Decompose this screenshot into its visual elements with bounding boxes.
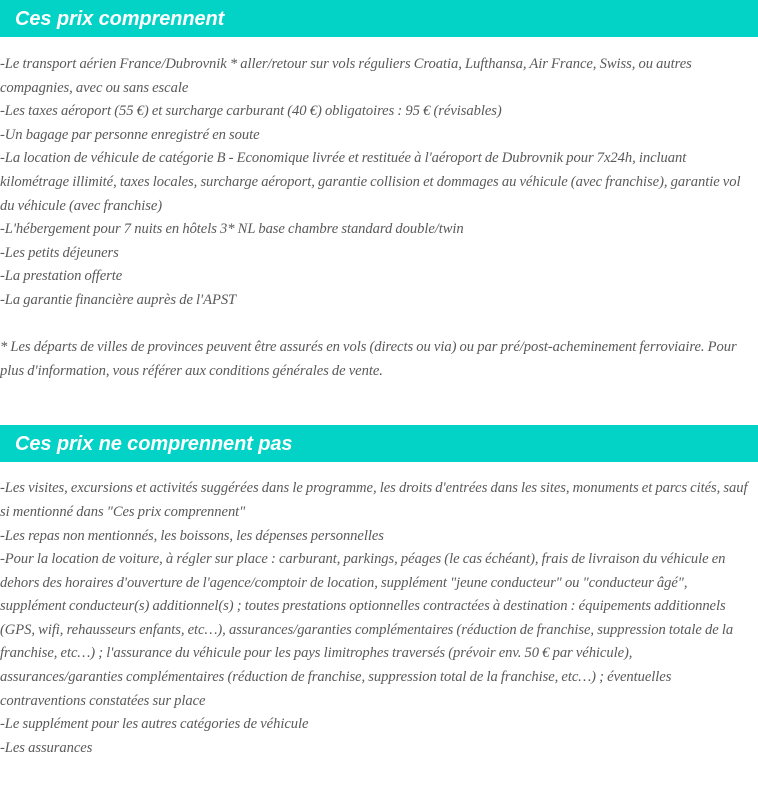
list-item: -Les assurances <box>0 739 93 756</box>
list-item: -Pour la location de voiture, à régler sur place : carburant, parkings, péages (le cas échéant), frais de livraison du véhicule en dehors des horaires d'ouverture de l'agence/comptoir de location, supplément "jeune conducteur" ou "conducteur âgé", supplément conducteur(s) additionnel(s) ; toutes prestations optionnelles contractées à destination : équipements additionnels (GPS, wifi, rehausseurs enfants, etc…), assurances/garanties complémentaires (réduction de franchise, suppression totale de la franchise, etc…) ; l'assurance du véhicule pour les pays limitrophes traversés (prévoir env. 50 € par véhicule), assurances/garanties complémentaires (réduction de franchise, suppression total de la franchise, etc…) ; éventuelles contraventions constatées sur place <box>0 551 734 709</box>
spacer-after-header-included <box>0 37 758 53</box>
section-body-included <box>0 53 758 383</box>
footnote-asterisk: * Les départs de villes de provinces peuvent être assurés en vols (directs ou via) ou par pré/post-acheminement ferroviaire. Pour plus d'information, vous référer aux conditions générales de vente. <box>0 339 737 379</box>
list-item: -L'hébergement pour 7 nuits en hôtels 3* NL base chambre standard double/twin <box>0 221 464 238</box>
section-title-included: Ces prix comprennent <box>15 7 225 30</box>
list-item: -La garantie financière auprès de l'APST <box>0 291 237 308</box>
spacer-after-header-not-included <box>0 462 758 477</box>
list-item: -La location de véhicule de catégorie B - Economique livrée et restituée à l'aéroport de Dubrovnik pour 7x24h, incluant kilométrage illimité, taxes locales, surcharge aéroport, garantie collision et dommages au véhicule (avec franchise), garantie vol du véhicule (avec franchise) <box>0 150 741 214</box>
list-item: -Un bagage par personne enregistré en soute <box>0 126 260 143</box>
list-item: -Les repas non mentionnés, les boissons, les dépenses personnelles <box>0 527 384 544</box>
list-item: -Les taxes aéroport (55 €) et surcharge carburant (40 €) obligatoires : 95 € (révisables) <box>0 103 502 120</box>
list-item: -La prestation offerte <box>0 268 123 285</box>
list-item: -Les petits déjeuners <box>0 244 119 261</box>
list-item: -Le transport aérien France/Dubrovnik * aller/retour sur vols réguliers Croatia, Lufthansa, Air France, Swiss, ou autres compagnies, avec ou sans escale <box>0 56 692 96</box>
list-item: -Le supplément pour les autres catégories de véhicule <box>0 716 309 733</box>
section-body-not-included <box>0 477 758 760</box>
spacer-between-sections <box>0 383 758 425</box>
blank-line <box>0 313 754 337</box>
section-header-included <box>0 0 758 37</box>
list-item: -Les visites, excursions et activités suggérées dans le programme, les droits d'entrées dans les sites, monuments et parcs cités, sauf si mentionné dans "Ces prix comprennent" <box>0 480 748 520</box>
section-title-not-included: Ces prix ne comprennent pas <box>15 432 293 455</box>
section-header-not-included <box>0 425 758 462</box>
